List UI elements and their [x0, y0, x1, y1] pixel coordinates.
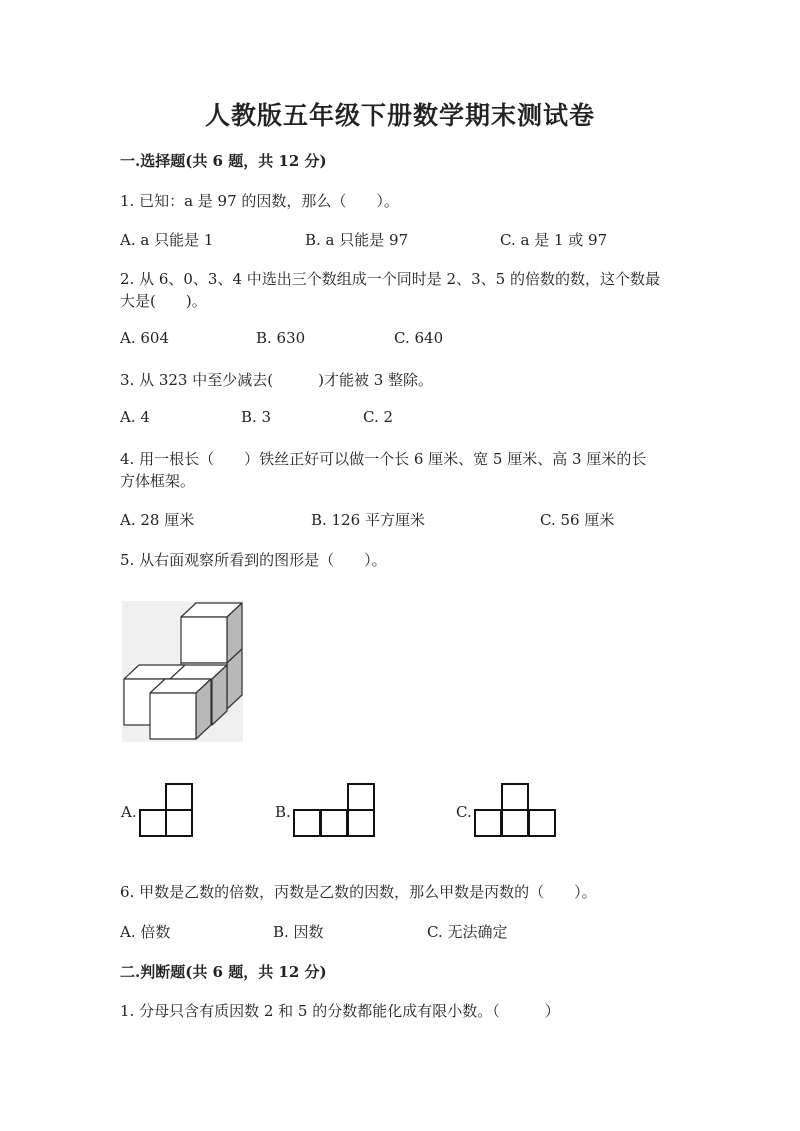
- q3-option-a: A. 4: [120, 408, 150, 426]
- question-1: 1. 已知：a 是 97 的因数，那么（ ）。: [120, 192, 399, 210]
- q5-option-c-shape: [473, 782, 557, 838]
- question-4-line1: 4. 用一根长（ ）铁丝正好可以做一个长 6 厘米、宽 5 厘米、高 3 厘米的长: [120, 450, 647, 468]
- q6-option-b: B. 因数: [273, 923, 324, 941]
- q1-option-c: C. a 是 1 或 97: [500, 231, 608, 249]
- q6-option-c: C. 无法确定: [427, 923, 508, 941]
- question-4-line2: 方体框架。: [120, 472, 196, 490]
- q5-option-b-label: B.: [275, 803, 291, 821]
- section-heading-choice: 一.选择题(共 6 题，共 12 分): [120, 152, 327, 170]
- question-2-line1: 2. 从 6、0、3、4 中选出三个数组成一个同时是 2、3、5 的倍数的数，这个数最: [120, 270, 660, 288]
- section-heading-judgement: 二.判断题(共 6 题，共 12 分): [120, 963, 327, 981]
- q4-option-a: A. 28 厘米: [120, 511, 195, 529]
- q2-option-c: C. 640: [394, 329, 444, 347]
- q3-option-b: B. 3: [241, 408, 272, 426]
- q5-option-a-shape: [138, 782, 194, 838]
- q2-option-b: B. 630: [256, 329, 306, 347]
- q1-option-b: B. a 只能是 97: [305, 231, 409, 249]
- q4-option-c: C. 56 厘米: [540, 511, 615, 529]
- q2-option-a: A. 604: [120, 329, 169, 347]
- question-5: 5. 从右面观察所看到的图形是（ ）。: [120, 551, 387, 569]
- cube-stack-figure: [122, 601, 243, 742]
- page-title: 人教版五年级下册数学期末测试卷: [204, 101, 595, 130]
- q5-option-a-label: A.: [121, 803, 137, 821]
- question-2-line2: 大是( )。: [120, 292, 207, 310]
- question-6: 6. 甲数是乙数的倍数，丙数是乙数的因数，那么甲数是丙数的（ ）。: [120, 883, 597, 901]
- q3-option-c: C. 2: [363, 408, 394, 426]
- question-3: 3. 从 323 中至少减去( )才能被 3 整除。: [120, 371, 434, 389]
- q5-option-c-label: C.: [456, 803, 472, 821]
- q4-option-b: B. 126 平方厘米: [311, 511, 425, 529]
- q5-option-b-shape: [292, 782, 376, 838]
- q1-option-a: A. a 只能是 1: [120, 231, 214, 249]
- q6-option-a: A. 倍数: [120, 923, 171, 941]
- judgement-question-1: 1. 分母只含有质因数 2 和 5 的分数都能化成有限小数。（ ）: [120, 1002, 560, 1020]
